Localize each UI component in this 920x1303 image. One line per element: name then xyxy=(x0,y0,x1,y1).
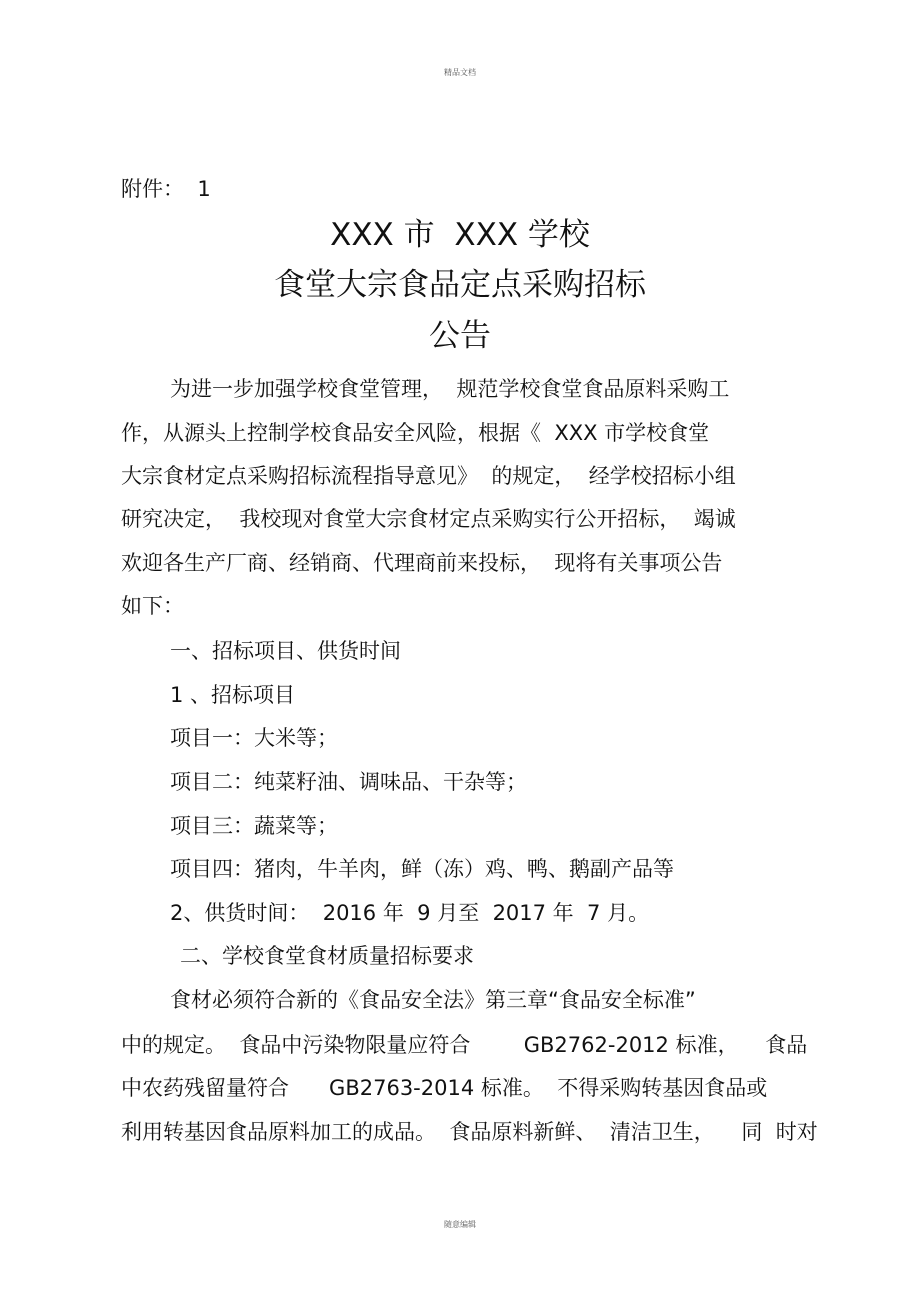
project-item-1: 项目一：大米等； xyxy=(170,726,338,750)
title-line-2: 食堂大宗食品定点采购招标 xyxy=(274,267,646,303)
project-item-2: 项目二：纯菜籽油、调味品、干杂等； xyxy=(170,770,527,794)
project-item-4: 项目四：猪肉，牛羊肉，鲜（冻）鸡、鸭、鹅副产品等 xyxy=(170,857,674,881)
section2-line-2: 中的规定。 食品中污染物限量应符合 GB2762-2012 标准， 食品 xyxy=(121,1033,808,1057)
section2-line-1: 食材必须符合新的《食品安全法》第三章“食品安全标准” xyxy=(170,988,696,1012)
item1-heading: 1 、招标项目 xyxy=(170,683,296,707)
page-footer: 随意编辑 xyxy=(444,1220,476,1229)
title-line-1: XXX 市 XXX 学校 xyxy=(330,217,590,253)
intro-line-4: 研究决定， 我校现对食堂大宗食材定点采购实行公开招标， 竭诚 xyxy=(121,507,736,531)
section2-line-4: 利用转基因食品原料加工的成品。 食品原料新鲜、 清洁卫生， 同 时对 xyxy=(121,1120,818,1144)
intro-line-2: 作，从源头上控制学校食品安全风险，根据《 XXX 市学校食堂 xyxy=(121,421,710,445)
section1-heading: 一、招标项目、供货时间 xyxy=(170,639,401,663)
section2-heading: 二、学校食堂食材质量招标要求 xyxy=(180,944,474,968)
section2-line-3: 中农药残留量符合 GB2763-2014 标准。 不得采购转基因食品或 xyxy=(121,1076,768,1100)
page-header: 精品文档 xyxy=(444,68,476,77)
intro-line-3: 大宗食材定点采购招标流程指导意见》 的规定， 经学校招标小组 xyxy=(121,464,736,488)
supply-time: 2、供货时间： 2016 年 9 月至 2017 年 7 月。 xyxy=(170,901,650,925)
attachment-label: 附件： 1 xyxy=(121,177,211,201)
intro-line-6: 如下： xyxy=(121,594,184,618)
intro-line-5: 欢迎各生产厂商、经销商、代理商前来投标， 现将有关事项公告 xyxy=(121,551,723,575)
project-item-3: 项目三：蔬菜等； xyxy=(170,814,338,838)
intro-line-1: 为进一步加强学校食堂管理， 规范学校食堂食品原料采购工 xyxy=(170,377,730,401)
title-line-3: 公告 xyxy=(429,318,491,354)
